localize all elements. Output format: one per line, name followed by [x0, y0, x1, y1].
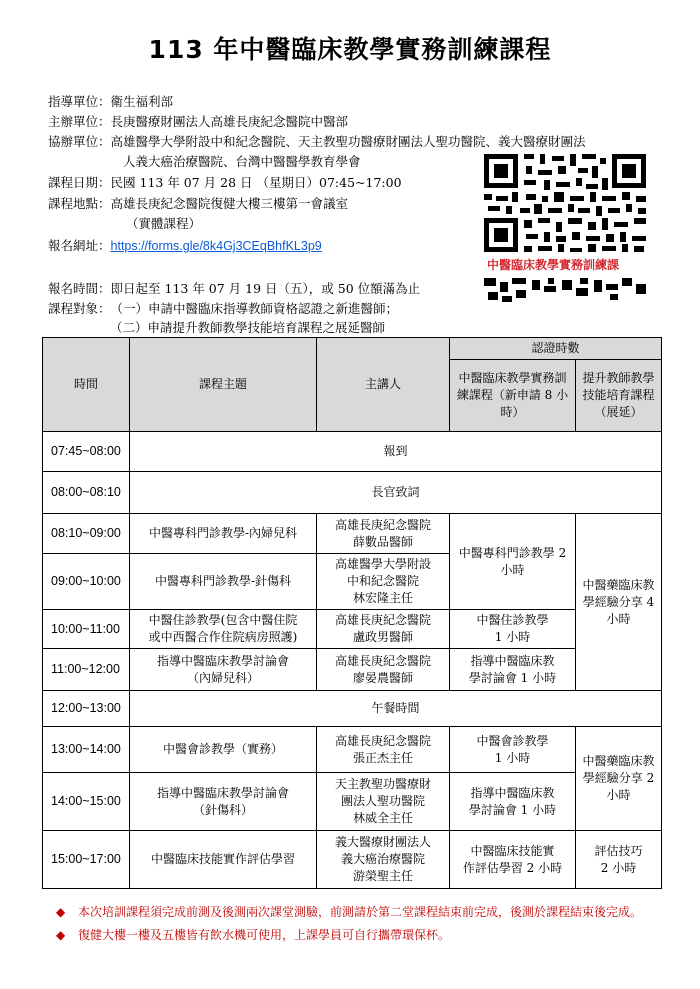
notes: [56, 903, 666, 949]
host-value: 長庚醫療財團法人高雄長庚紀念醫院中醫部: [110, 114, 349, 129]
host-label: 主辦單位：: [48, 114, 111, 129]
row-time: 14:00~15:00: [43, 773, 130, 831]
row-speaker: [317, 610, 450, 649]
topic-line-2: （內婦兒科）: [186, 670, 259, 685]
target-label: 課程對象：: [48, 301, 111, 316]
table-row: [43, 727, 662, 773]
row-time: 08:10~09:00: [43, 514, 130, 554]
header-topic: 課程主題: [130, 338, 317, 432]
row-event: 報到: [130, 432, 662, 472]
row-time: 11:00~12:00: [43, 649, 130, 691]
header-speaker: 主講人: [317, 338, 450, 432]
speaker-org: 天主教聖功醫療財: [334, 777, 431, 791]
speaker-name: 張正杰主任: [352, 750, 413, 765]
table-row: [43, 472, 662, 514]
place-value: 高雄長庚紀念醫院復健大樓三樓第一會議室: [110, 196, 349, 211]
credit-line-1: 指導中醫臨床教: [470, 653, 555, 668]
speaker-org: 義大醫療財團法人: [334, 835, 431, 849]
speaker-name: 盧政男醫師: [352, 630, 413, 644]
topic-line-1: 中醫住診教學(包含中醫住院: [148, 613, 298, 627]
speaker-name: 林宏隆主任: [352, 591, 413, 605]
speaker-org-2: 中和紀念醫院: [346, 574, 419, 588]
table-row: [43, 831, 662, 889]
row-speaker: [317, 727, 450, 773]
credit-new: [450, 610, 576, 649]
target-value-2: （二）申請提升教師教學技能培育課程之展延醫師: [110, 320, 386, 335]
qr-caption: 中醫臨床教學實務訓練課: [487, 258, 620, 272]
diamond-bullet-icon: ◆: [56, 928, 66, 942]
row-time: 15:00~17:00: [43, 831, 130, 889]
diamond-bullet-icon: ◆: [56, 905, 66, 919]
table-row: [43, 610, 662, 649]
place-note: （實體課程）: [126, 216, 202, 231]
credit-line-2: 學討論會 1 小時: [468, 670, 557, 685]
topic-line-1: 指導中醫臨床教學討論會: [156, 785, 289, 800]
info-place: [48, 195, 348, 213]
credit-new: 中醫專科門診教學 2 小時: [450, 514, 576, 610]
credit-line-1: 中醫住診教學: [476, 613, 549, 627]
row-time: 09:00~10:00: [43, 554, 130, 610]
credit-line-2: 學討論會 1 小時: [468, 802, 557, 817]
topic-line-2: （針傷科）: [192, 802, 253, 817]
note-text: 本次培訓課程須完成前測及後測兩次課堂測驗，前測請於第二堂課程結束前完成，後測於課程結束後完成。: [78, 905, 643, 919]
credit-extend: 中醫藥臨床教學經驗分享 4 小時: [576, 514, 662, 691]
credit-extend: [576, 831, 662, 889]
table-row: [43, 691, 662, 727]
row-speaker: [317, 554, 450, 610]
row-event: 午餐時間: [130, 691, 662, 727]
speaker-org: 高雄醫學大學附設: [334, 557, 431, 571]
speaker-org: 高雄長庚紀念醫院: [334, 517, 431, 532]
row-speaker: [317, 773, 450, 831]
place-label: 課程地點：: [48, 196, 111, 211]
speaker-name: 林威全主任: [352, 811, 413, 825]
note-item: [56, 926, 666, 945]
table-row: [43, 514, 662, 554]
speaker-name: 薛數品醫師: [352, 534, 413, 549]
info-date: [48, 174, 402, 192]
header-credit-extend: 提升教師教學技能培育課程（展延）: [576, 360, 662, 432]
guide-value: 衛生福利部: [110, 94, 174, 109]
speaker-name: 游榮聖主任: [352, 869, 413, 883]
credit-new: [450, 727, 576, 773]
note-item: [56, 903, 666, 922]
co-value-1: 高雄醫學大學附設中和紀念醫院、天主教聖功醫療財團法人聖功醫院、義大醫療財團法: [110, 134, 586, 149]
info-target: [48, 300, 398, 318]
credit-line-2: 1 小時: [494, 750, 531, 765]
page-title: 113 年中醫臨床教學實務訓練課程: [148, 35, 552, 64]
speaker-org: 高雄長庚紀念醫院: [334, 733, 431, 748]
credit-line-2: 作評估學習 2 小時: [462, 860, 563, 875]
guide-label: 指導單位：: [48, 94, 111, 109]
info-host: [48, 113, 348, 131]
credit-line-1: 中醫臨床技能實: [470, 843, 555, 858]
credit-new: [450, 773, 576, 831]
reg-label: 報名時間：: [48, 281, 111, 296]
target-value-1: （一）申請中醫臨床指導教師資格認證之新進醫師；: [110, 301, 399, 316]
row-topic: 中醫專科門診教學-針傷科: [130, 554, 317, 610]
row-time: 07:45~08:00: [43, 432, 130, 472]
speaker-org: 高雄長庚紀念醫院: [334, 653, 431, 668]
table-row: [43, 649, 662, 691]
topic-line-1: 指導中醫臨床教學討論會: [156, 653, 289, 668]
credit-new: [450, 831, 576, 889]
reg-value: 即日起至 113 年 07 月 19 日（五），或 50 位額滿為止: [110, 281, 421, 296]
row-speaker: [317, 649, 450, 691]
row-speaker: [317, 514, 450, 554]
speaker-org-2: 團法人聖功醫院: [340, 794, 425, 808]
speaker-org: 高雄長庚紀念醫院: [334, 613, 431, 627]
speaker-org-2: 義大癌治療醫院: [340, 852, 425, 866]
co-label: 協辦單位：: [48, 134, 111, 149]
row-event: 長官致詞: [130, 472, 662, 514]
co-value-2: 人義大癌治療醫院、台灣中醫醫學教育學會: [123, 154, 361, 169]
header-credit-new: 中醫臨床教學實務訓練課程（新申請 8 小時）: [450, 360, 576, 432]
row-time: 08:00~08:10: [43, 472, 130, 514]
credit-line-1: 評估技巧: [594, 843, 643, 858]
info-reg: [48, 280, 420, 298]
credit-line-2: 2 小時: [600, 860, 637, 875]
url-label: 報名網址：: [48, 238, 111, 253]
header-time: 時間: [43, 338, 130, 432]
schedule-table: [42, 337, 662, 889]
info-co: [48, 133, 586, 151]
note-text: 復健大樓一樓及五樓皆有飲水機可使用，上課學員可自行攜帶環保杯。: [78, 928, 451, 942]
credit-line-1: 指導中醫臨床教: [470, 785, 555, 800]
credit-line-1: 中醫會診教學: [476, 733, 549, 748]
row-speaker: [317, 831, 450, 889]
row-topic: [130, 610, 317, 649]
row-time: 12:00~13:00: [43, 691, 130, 727]
row-topic: 中醫會診教學（實務）: [130, 727, 317, 773]
row-time: 13:00~14:00: [43, 727, 130, 773]
registration-link[interactable]: https://forms.gle/8k4Gj3CEqBhfKL3p9: [110, 239, 322, 253]
table-row: [43, 773, 662, 831]
info-url: [48, 237, 322, 255]
info-guide: [48, 93, 173, 111]
table-row: [43, 432, 662, 472]
credit-new: [450, 649, 576, 691]
date-value: 民國 113 年 07 月 28 日 （星期日）07:45~17:00: [110, 175, 402, 190]
row-topic: [130, 649, 317, 691]
row-topic: 中醫臨床技能實作評估學習: [130, 831, 317, 889]
row-time: 10:00~11:00: [43, 610, 130, 649]
topic-line-2: 或中西醫合作住院病房照護): [148, 630, 298, 644]
date-label: 課程日期：: [48, 175, 111, 190]
header-credit: 認證時數: [450, 338, 662, 360]
credit-extend: 中醫藥臨床教學經驗分享 2 小時: [576, 727, 662, 831]
row-topic: [130, 773, 317, 831]
credit-line-2: 1 小時: [494, 630, 531, 644]
row-topic: 中醫專科門診教學-內婦兒科: [130, 514, 317, 554]
qr-code[interactable]: [482, 152, 650, 304]
speaker-name: 廖晏農醫師: [352, 670, 413, 685]
